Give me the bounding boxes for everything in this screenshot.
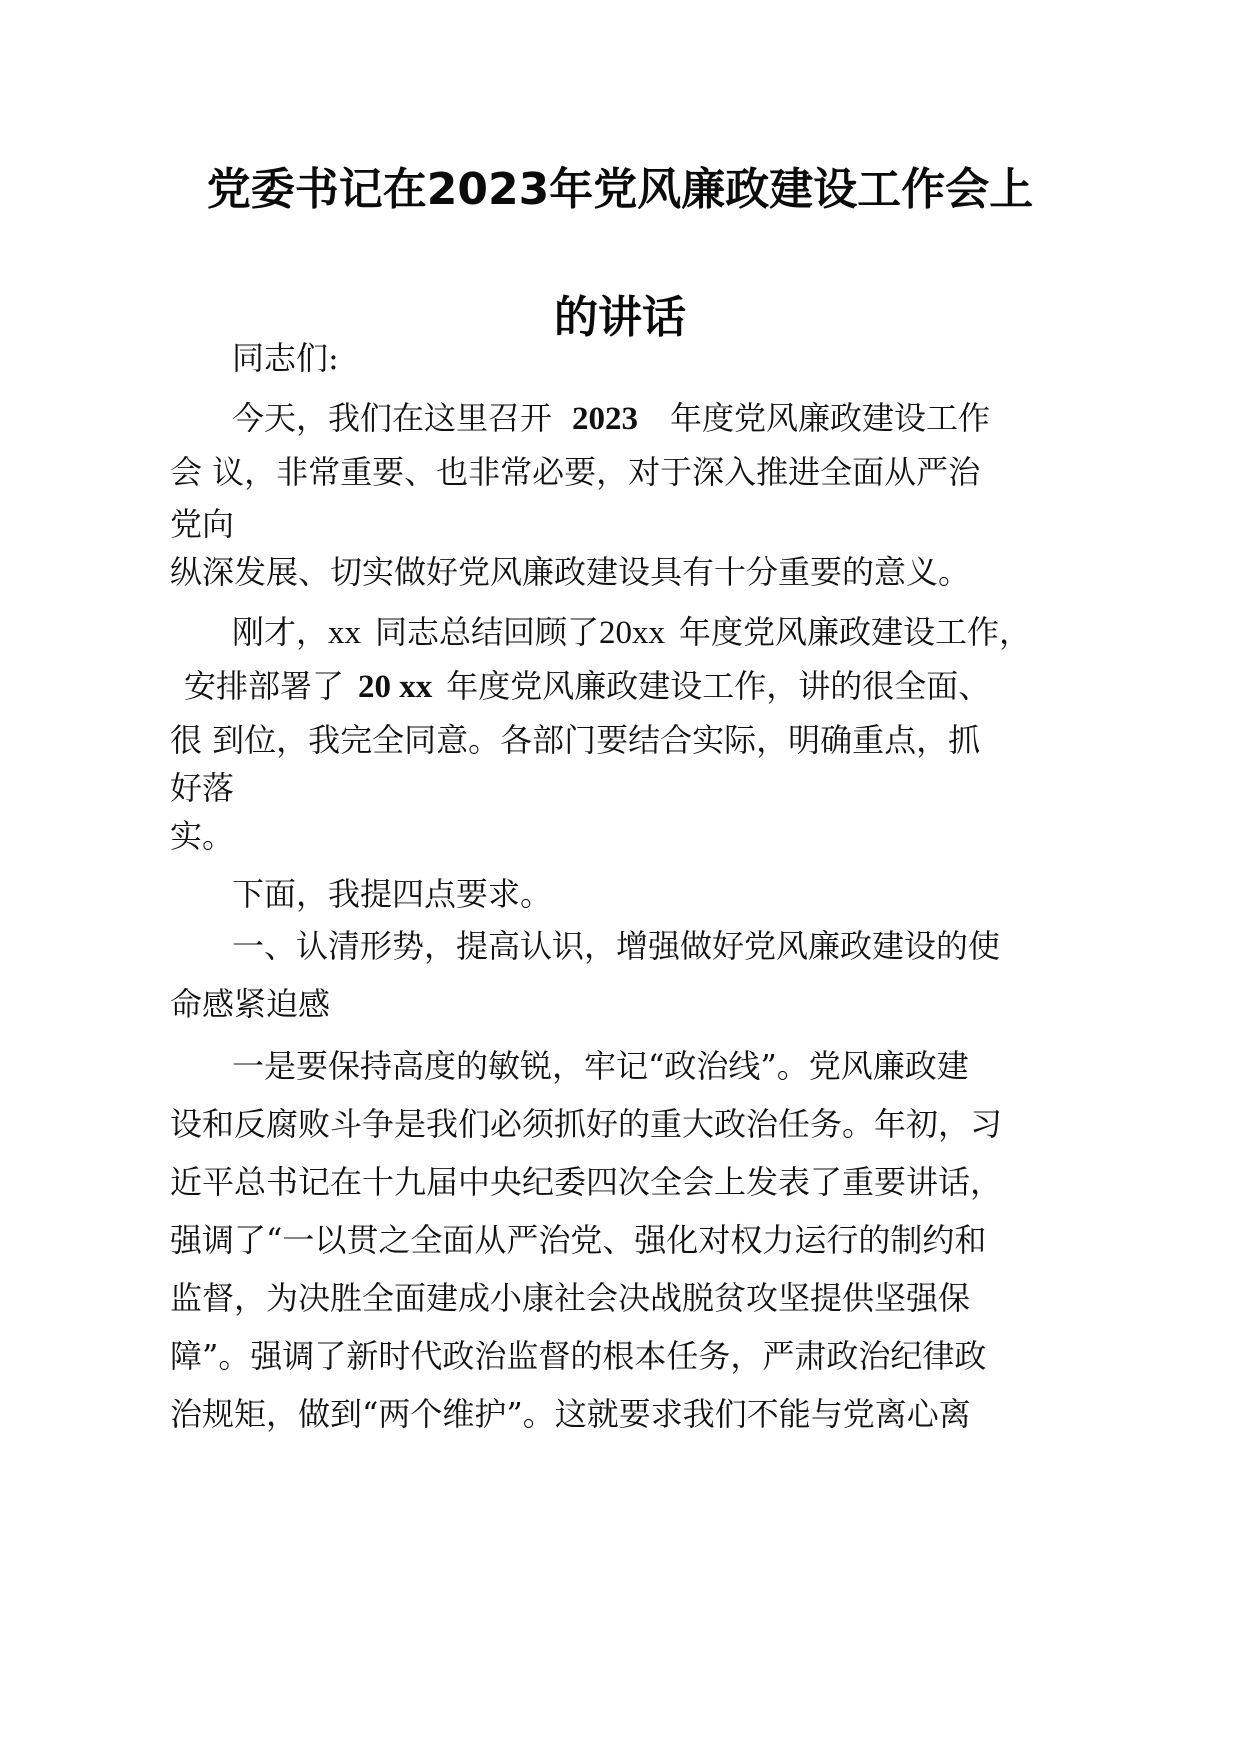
paragraph-2-line-1 [232, 613, 1032, 651]
paragraph-4-line-5: 监督，为决胜全面建成小康社会决战脱贫攻坚提供坚强保 [170, 1279, 971, 1317]
paragraph-1-line-4: 纵深发展、切实做好党风廉政建设具有十分重要的意义。 [170, 553, 971, 591]
section-1-heading-line-2: 命感紧迫感 [170, 985, 331, 1023]
paragraph-4-line-6: 障”。强调了新时代政治监督的根本任务，严肃政治纪律政 [170, 1337, 987, 1375]
paragraph-4-line-1: 一是要保持高度的敏锐，牢记“政治线”。党风廉政建 [232, 1047, 969, 1085]
paragraph-2-line-5: 实。 [170, 817, 235, 855]
document-title-line-1: 党委书记在2023年党风廉政建设工作会上 [206, 164, 1034, 215]
section-1-heading-line-1: 一、认清形势，提高认识，增强做好党风廉政建设的使 [232, 927, 1001, 965]
p1-l1-text-b: 年度党风廉政建设工作 [670, 399, 991, 437]
paragraph-3: 下面，我提四点要求。 [232, 875, 553, 913]
p1-l1-year: 2023 [572, 401, 639, 437]
paragraph-4-line-4: 强调了“一以贯之全面从严治党、强化对权力运行的制约和 [170, 1221, 987, 1259]
p1-l1-text-a: 今天，我们在这里召开 [232, 399, 553, 437]
document-title-line-2: 的讲话 [554, 292, 686, 343]
p2-l1-text-a: 刚才， [232, 613, 329, 651]
paragraph-2-line-4: 好落 [170, 769, 235, 807]
p2-l1-text-b: 同志总结回顾了 [375, 613, 600, 651]
p2-l2-text-a: 安排部署了 [184, 667, 345, 705]
paragraph-4-line-2: 设和反腐败斗争是我们必须抓好的重大政治任务。年初，习 [170, 1105, 1003, 1143]
paragraph-2-line-3: 很 到位，我完全同意。各部门要结合实际，明确重点，抓 [170, 721, 981, 759]
paragraph-1-line-3: 党向 [170, 505, 235, 543]
paragraph-2-line-2 [184, 667, 991, 705]
p2-l2-year: 20 xx [358, 669, 433, 705]
paragraph-4-line-7: 治规矩，做到“两个维护”。这就要求我们不能与党离心离 [170, 1395, 971, 1433]
p2-l2-text-b: 年度党风廉政建设工作，讲的很全面、 [446, 667, 991, 705]
p2-l1-text-c: 年度党风廉政建设工作， [679, 613, 1032, 651]
p2-l1-xx: xx [328, 615, 362, 651]
paragraph-1-line-1 [232, 399, 991, 437]
paragraph-4-line-3: 近平总书记在十九届中央纪委四次全会上发表了重要讲话， [170, 1163, 1003, 1201]
p2-l1-year: 20xx [599, 615, 666, 651]
paragraph-1-line-2: 会 议，非常重要、也非常必要，对于深入推进全面从严治 [170, 453, 981, 491]
salutation: 同志们: [232, 339, 339, 377]
